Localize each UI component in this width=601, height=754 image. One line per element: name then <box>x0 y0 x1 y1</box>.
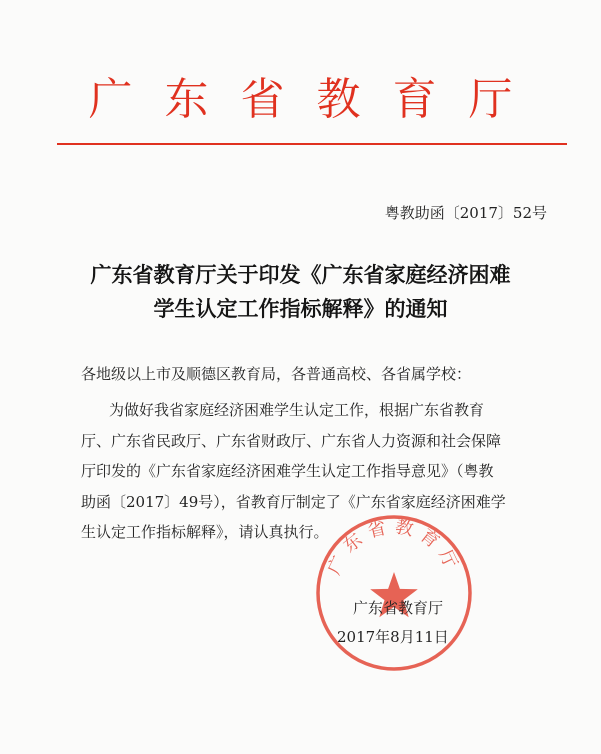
letterhead <box>0 74 601 125</box>
salutation: 各地级以上市及顺德区教育局，各普通高校、各省属学校： <box>81 365 472 383</box>
official-seal-stamp <box>313 512 475 674</box>
document-title-line: 广东省教育厅关于印发《广东省家庭经济困难 <box>90 262 511 287</box>
letterhead-title: 广东省教育厅 <box>88 74 545 125</box>
body-line: 助函〔2017〕49号），省教育厅制定了《广东省家庭经济困难学 <box>81 492 506 511</box>
letterhead-divider <box>57 143 567 145</box>
body-line: 生认定工作指标解释》，请认真执行。 <box>81 523 329 542</box>
body-line: 厅、广东省民政厅、广东省财政厅、广东省人力资源和社会保障 <box>81 431 502 450</box>
signature-date: 2017年8月11日 <box>337 628 449 646</box>
document-number: 粤教助函〔2017〕52号 <box>384 204 547 222</box>
seal-text: 广东省教育厅 <box>323 516 465 579</box>
document-title <box>0 258 601 326</box>
body-line: 为做好我省家庭经济困难学生认定工作，根据广东省教育 <box>109 401 485 419</box>
signature-organization: 广东省教育厅 <box>353 599 444 617</box>
document-title-line: 学生认定工作指标解释》的通知 <box>153 296 448 321</box>
body-line: 厅印发的《广东省家庭经济困难学生认定工作指导意见》（粤教 <box>81 462 494 481</box>
